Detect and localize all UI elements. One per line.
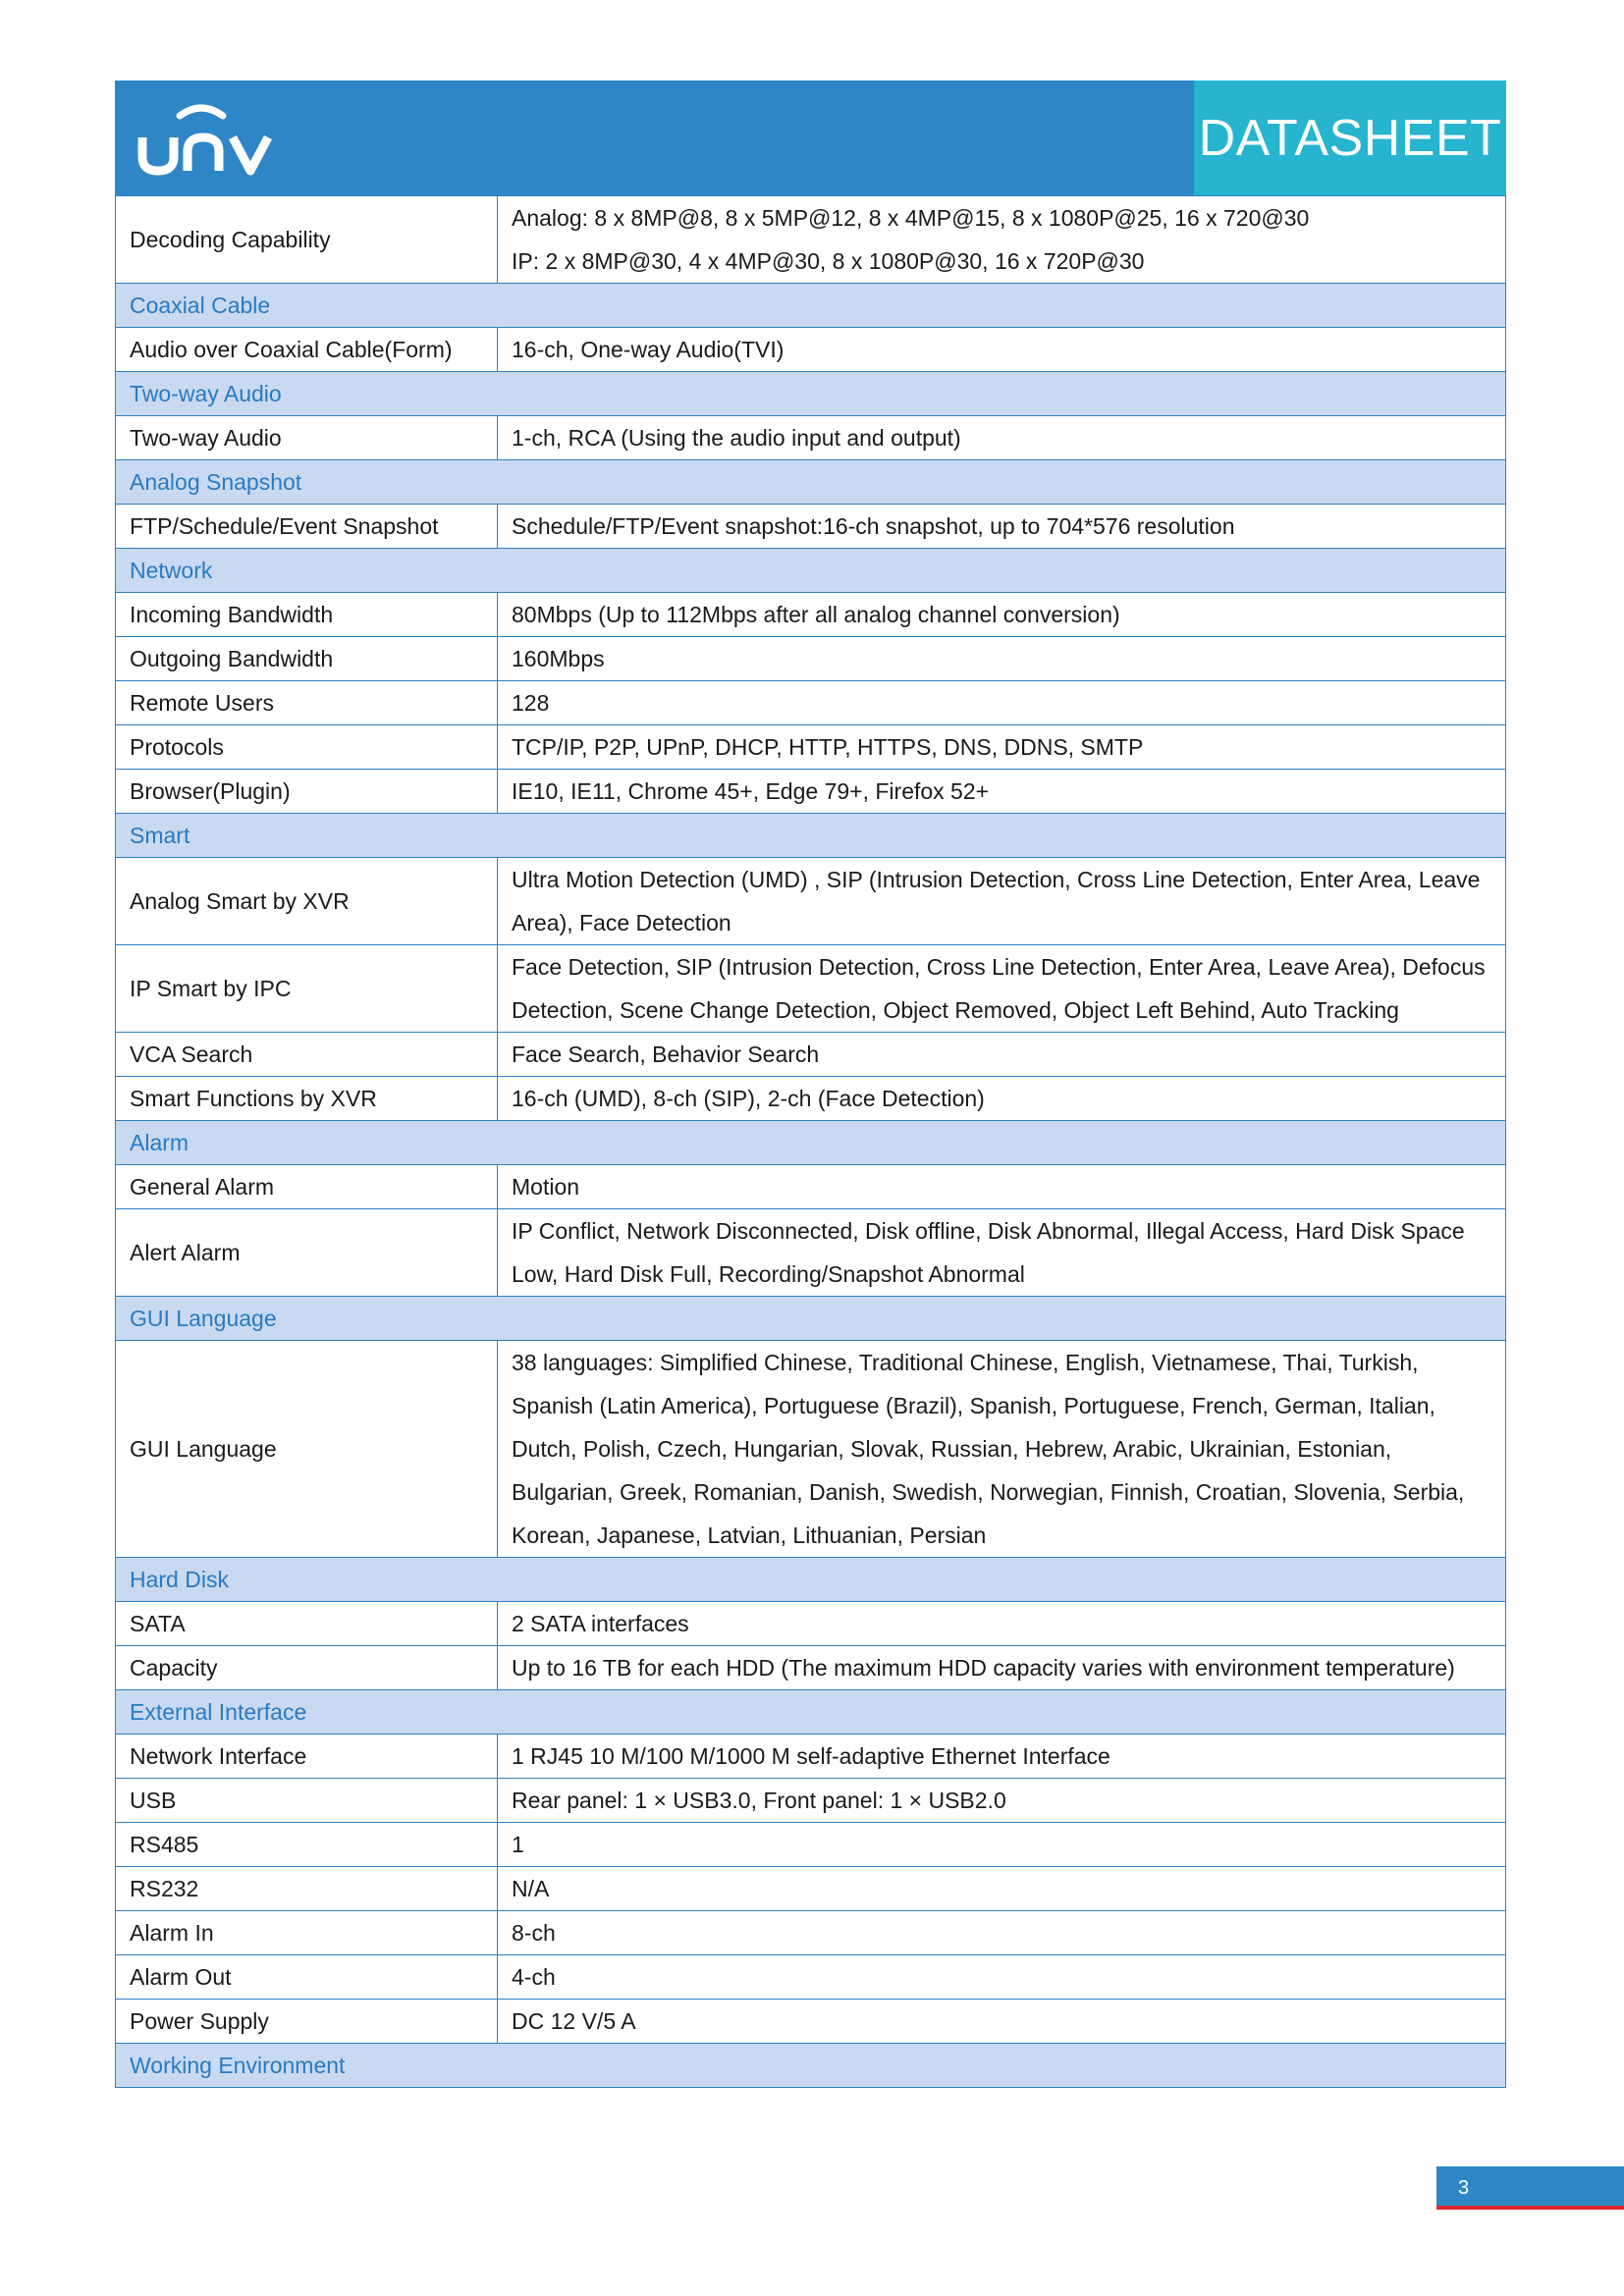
section-title: Coaxial Cable xyxy=(116,284,1506,328)
spec-value-line: 16-ch (UMD), 8-ch (SIP), 2-ch (Face Detection) xyxy=(512,1086,985,1111)
section-header-row xyxy=(116,2044,1506,2088)
spec-label: General Alarm xyxy=(116,1165,498,1209)
section-title: Network xyxy=(116,549,1506,593)
spec-value xyxy=(498,945,1506,1033)
section-title: GUI Language xyxy=(116,1297,1506,1341)
section-header-row xyxy=(116,1558,1506,1602)
table-row xyxy=(116,1033,1506,1077)
spec-value-line: 1 xyxy=(512,1832,524,1857)
spec-value xyxy=(498,1165,1506,1209)
table-row xyxy=(116,1077,1506,1121)
section-header-row xyxy=(116,372,1506,416)
table-row xyxy=(116,681,1506,725)
datasheet-badge: DATASHEET xyxy=(1194,80,1506,195)
table-row xyxy=(116,1341,1506,1558)
table-row xyxy=(116,1911,1506,1955)
section-header-row xyxy=(116,1121,1506,1165)
spec-value xyxy=(498,593,1506,637)
spec-value xyxy=(498,1823,1506,1867)
spec-label: Alarm In xyxy=(116,1911,498,1955)
section-title: Two-way Audio xyxy=(116,372,1506,416)
spec-value xyxy=(498,1341,1506,1558)
section-header-row xyxy=(116,814,1506,858)
spec-value xyxy=(498,1033,1506,1077)
spec-value-line: Face Detection, SIP (Intrusion Detection, Cross Line Detection, Enter Area, Leave Area), Defocus xyxy=(512,954,1486,980)
table-row xyxy=(116,945,1506,1033)
spec-label: Decoding Capability xyxy=(116,196,498,284)
spec-label: SATA xyxy=(116,1602,498,1646)
spec-value xyxy=(498,858,1506,945)
section-title: Alarm xyxy=(116,1121,1506,1165)
spec-label: Alert Alarm xyxy=(116,1209,498,1297)
section-title: Smart xyxy=(116,814,1506,858)
spec-label: Alarm Out xyxy=(116,1955,498,2000)
spec-value xyxy=(498,1735,1506,1779)
spec-value-line: 160Mbps xyxy=(512,646,605,671)
spec-value xyxy=(498,681,1506,725)
datasheet-header xyxy=(115,80,1506,195)
spec-value xyxy=(498,1911,1506,1955)
spec-label: GUI Language xyxy=(116,1341,498,1558)
section-title: Analog Snapshot xyxy=(116,460,1506,505)
spec-value-line: Bulgarian, Greek, Romanian, Danish, Swedish, Norwegian, Finnish, Croatian, Slovenia, Serbia, xyxy=(512,1479,1465,1505)
spec-value-line: TCP/IP, P2P, UPnP, DHCP, HTTP, HTTPS, DNS, DDNS, SMTP xyxy=(512,734,1144,760)
spec-value xyxy=(498,1955,1506,2000)
spec-value xyxy=(498,725,1506,770)
section-title: Working Environment xyxy=(116,2044,1506,2088)
spec-label: Power Supply xyxy=(116,2000,498,2044)
spec-value xyxy=(498,196,1506,284)
table-row xyxy=(116,1165,1506,1209)
table-row xyxy=(116,416,1506,460)
table-row xyxy=(116,1602,1506,1646)
section-header-row xyxy=(116,284,1506,328)
table-row xyxy=(116,725,1506,770)
spec-value-line: IE10, IE11, Chrome 45+, Edge 79+, Firefox 52+ xyxy=(512,778,990,804)
table-row xyxy=(116,1779,1506,1823)
table-row xyxy=(116,328,1506,372)
table-row xyxy=(116,1735,1506,1779)
spec-value-line: Up to 16 TB for each HDD (The maximum HDD capacity varies with environment temperature) xyxy=(512,1655,1455,1681)
table-row xyxy=(116,637,1506,681)
section-header-row xyxy=(116,460,1506,505)
spec-value-line: 8-ch xyxy=(512,1920,556,1946)
spec-value-line: Motion xyxy=(512,1174,580,1200)
section-header-row xyxy=(116,549,1506,593)
table-row xyxy=(116,770,1506,814)
page-number: 3 xyxy=(1436,2166,1624,2210)
table-row xyxy=(116,858,1506,945)
spec-value xyxy=(498,1867,1506,1911)
spec-value xyxy=(498,328,1506,372)
spec-value-line: 128 xyxy=(512,690,550,716)
spec-label: Two-way Audio xyxy=(116,416,498,460)
table-row xyxy=(116,1955,1506,2000)
spec-value-line: DC 12 V/5 A xyxy=(512,2008,636,2034)
spec-value xyxy=(498,2000,1506,2044)
spec-value-line: Spanish (Latin America), Portuguese (Brazil), Spanish, Portuguese, French, German, Italian, xyxy=(512,1393,1435,1418)
section-header-row xyxy=(116,1690,1506,1735)
spec-label: RS485 xyxy=(116,1823,498,1867)
spec-value xyxy=(498,1602,1506,1646)
spec-value-line: Face Search, Behavior Search xyxy=(512,1041,820,1067)
spec-value-line: IP: 2 x 8MP@30, 4 x 4MP@30, 8 x 1080P@30, 16 x 720P@30 xyxy=(512,248,1145,274)
spec-label: IP Smart by IPC xyxy=(116,945,498,1033)
spec-value-line: Detection, Scene Change Detection, Object Removed, Object Left Behind, Auto Tracking xyxy=(512,997,1399,1023)
spec-value-line: Ultra Motion Detection (UMD) , SIP (Intrusion Detection, Cross Line Detection, Enter Area, Leave xyxy=(512,867,1481,892)
spec-value xyxy=(498,770,1506,814)
spec-label: Capacity xyxy=(116,1646,498,1690)
spec-value-line: Rear panel: 1 × USB3.0, Front panel: 1 × USB2.0 xyxy=(512,1788,1006,1813)
section-title: External Interface xyxy=(116,1690,1506,1735)
spec-value-line: 1-ch, RCA (Using the audio input and output) xyxy=(512,425,961,451)
spec-value-line: Schedule/FTP/Event snapshot:16-ch snapshot, up to 704*576 resolution xyxy=(512,513,1235,539)
spec-value-line: 16-ch, One-way Audio(TVI) xyxy=(512,337,785,362)
spec-label: Analog Smart by XVR xyxy=(116,858,498,945)
spec-value-line: Low, Hard Disk Full, Recording/Snapshot Abnormal xyxy=(512,1261,1025,1287)
spec-value xyxy=(498,1209,1506,1297)
table-row xyxy=(116,1646,1506,1690)
spec-value-line: 80Mbps (Up to 112Mbps after all analog channel conversion) xyxy=(512,602,1120,627)
spec-label: Remote Users xyxy=(116,681,498,725)
table-row xyxy=(116,505,1506,549)
spec-value xyxy=(498,637,1506,681)
spec-value xyxy=(498,505,1506,549)
spec-label: RS232 xyxy=(116,1867,498,1911)
spec-label: FTP/Schedule/Event Snapshot xyxy=(116,505,498,549)
spec-table xyxy=(115,195,1506,2088)
spec-value xyxy=(498,1077,1506,1121)
table-row xyxy=(116,593,1506,637)
spec-label: Smart Functions by XVR xyxy=(116,1077,498,1121)
spec-value-line: N/A xyxy=(512,1876,550,1901)
table-row xyxy=(116,1209,1506,1297)
spec-value-line: Korean, Japanese, Latvian, Lithuanian, Persian xyxy=(512,1522,987,1548)
spec-value-line: Dutch, Polish, Czech, Hungarian, Slovak, Russian, Hebrew, Arabic, Ukrainian, Estonian, xyxy=(512,1436,1392,1462)
spec-value-line: 1 RJ45 10 M/100 M/1000 M self-adaptive Ethernet Interface xyxy=(512,1743,1110,1769)
table-row xyxy=(116,2000,1506,2044)
spec-value-line: 4-ch xyxy=(512,1964,556,1990)
spec-value-line: 38 languages: Simplified Chinese, Traditional Chinese, English, Vietnamese, Thai, Turkish, xyxy=(512,1350,1419,1375)
spec-label: Audio over Coaxial Cable(Form) xyxy=(116,328,498,372)
spec-value-line: Analog: 8 x 8MP@8, 8 x 5MP@12, 8 x 4MP@15, 8 x 1080P@25, 16 x 720@30 xyxy=(512,205,1310,231)
section-header-row xyxy=(116,1297,1506,1341)
table-row xyxy=(116,196,1506,284)
spec-label: Network Interface xyxy=(116,1735,498,1779)
spec-value xyxy=(498,1646,1506,1690)
spec-label: USB xyxy=(116,1779,498,1823)
spec-label: Protocols xyxy=(116,725,498,770)
spec-value-line: 2 SATA interfaces xyxy=(512,1611,689,1636)
table-row xyxy=(116,1867,1506,1911)
spec-label: VCA Search xyxy=(116,1033,498,1077)
section-title: Hard Disk xyxy=(116,1558,1506,1602)
spec-label: Incoming Bandwidth xyxy=(116,593,498,637)
spec-label: Browser(Plugin) xyxy=(116,770,498,814)
table-row xyxy=(116,1823,1506,1867)
spec-value-line: Area), Face Detection xyxy=(512,910,731,935)
unv-logo xyxy=(136,102,284,179)
spec-value xyxy=(498,1779,1506,1823)
spec-value xyxy=(498,416,1506,460)
spec-label: Outgoing Bandwidth xyxy=(116,637,498,681)
spec-value-line: IP Conflict, Network Disconnected, Disk offline, Disk Abnormal, Illegal Access, Hard Disk Space xyxy=(512,1218,1465,1244)
